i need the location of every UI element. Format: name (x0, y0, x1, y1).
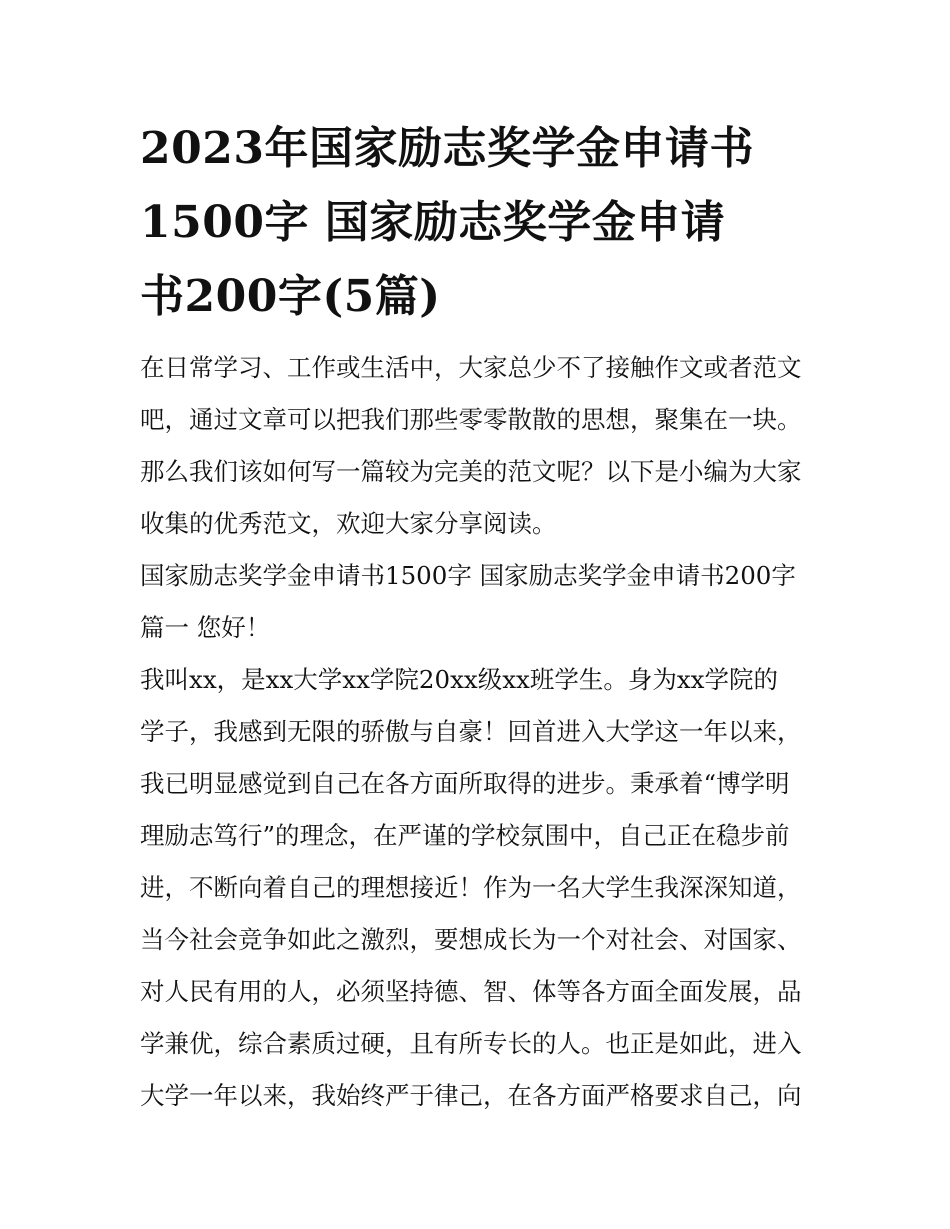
body-line: 对人民有用的人，必须坚持德、智、体等各方面全面发展，品 (140, 977, 802, 1006)
body-line: 学子，我感到无限的骄傲与自豪！回首进入大学这一年以来， (140, 717, 802, 746)
body-line: 大学一年以来，我始终严于律己，在各方面严格要求自己，向 (140, 1081, 802, 1110)
body-line: 理励志笃行”的理念，在严谨的学校氛围中，自己正在稳步前 (140, 821, 790, 850)
title-line-2: 1500字 国家励志奖学金申请 (140, 197, 726, 248)
document-body (140, 342, 812, 1122)
body-line: 我叫xx，是xx大学xx学院20xx级xx班学生。身为xx学院的 (140, 665, 778, 694)
body-line: 那么我们该如何写一篇较为完美的范文呢？以下是小编为大家 (140, 457, 802, 486)
title-line-1: 2023年国家励志奖学金申请书 (140, 123, 754, 174)
greeting-line: 篇一 您好！ (140, 613, 271, 642)
body-line: 进，不断向着自己的理想接近！作为一名大学生我深深知道， (140, 873, 802, 902)
title-line-3: 书200字(5篇) (140, 271, 441, 322)
body-line: 我已明显感觉到自己在各方面所取得的进步。秉承着“博学明 (140, 769, 790, 798)
body-line: 吧，通过文章可以把我们那些零零散散的思想，聚集在一块。 (140, 405, 802, 434)
body-line: 当今社会竞争如此之激烈，要想成长为一个对社会、对国家、 (140, 925, 802, 954)
document-title (140, 112, 812, 334)
document-page (140, 112, 812, 1122)
body-line: 学兼优，综合素质过硬，且有所专长的人。也正是如此，进入 (140, 1029, 802, 1058)
body-line: 收集的优秀范文，欢迎大家分享阅读。 (140, 509, 557, 538)
section-heading-line: 国家励志奖学金申请书1500字 国家励志奖学金申请书200字 (140, 561, 796, 590)
body-line: 在日常学习、工作或生活中，大家总少不了接触作文或者范文 (140, 353, 802, 382)
